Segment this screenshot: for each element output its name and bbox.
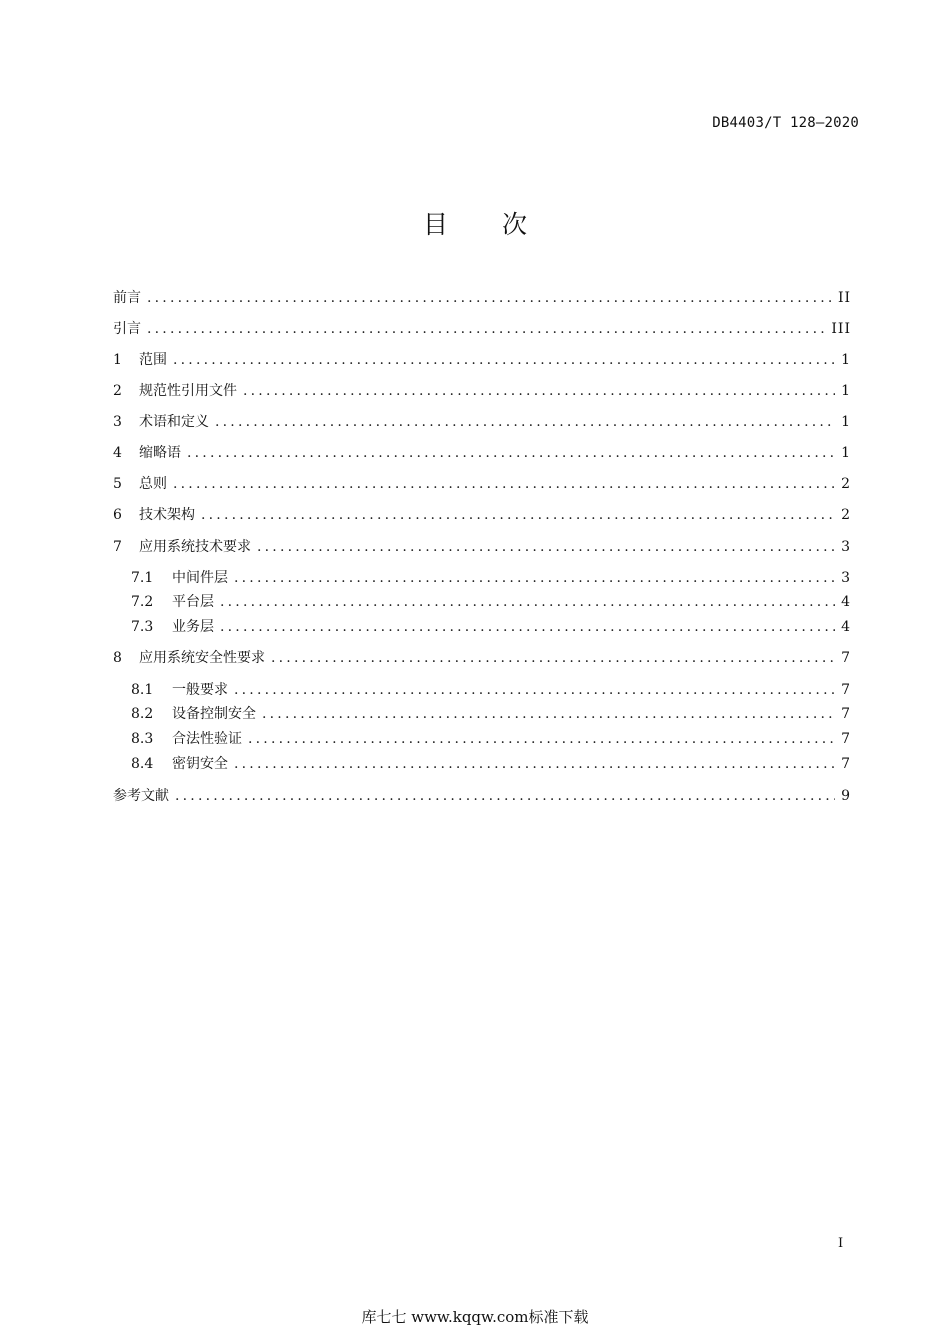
toc-entry-number: 3 xyxy=(113,414,122,430)
toc-entry-page: 1 xyxy=(841,414,851,430)
toc-leader-dots xyxy=(215,412,835,432)
toc-entry-number: 7.1 xyxy=(131,570,154,586)
toc-entry-page: 7 xyxy=(841,682,851,698)
toc-entry-1[interactable] xyxy=(113,350,851,370)
toc-entry-number: 1 xyxy=(113,352,122,368)
toc-entry-label: 应用系统技术要求 xyxy=(139,539,251,555)
toc-entry-label: 参考文献 xyxy=(113,788,169,804)
toc-entry-7-2[interactable] xyxy=(131,592,851,612)
toc-leader-dots xyxy=(234,754,835,774)
toc-entry-number: 6 xyxy=(113,507,122,523)
footer-watermark: 库七七 www.kqqw.com标准下载 xyxy=(361,1308,589,1326)
toc-entry-number: 8 xyxy=(113,650,122,666)
toc-entry-7[interactable] xyxy=(113,537,851,557)
toc-entry-introduction[interactable] xyxy=(113,319,851,339)
document-id: DB4403/T 128—2020 xyxy=(712,115,859,131)
toc-entry-label: 合法性验证 xyxy=(172,731,242,747)
toc-leader-dots xyxy=(175,786,835,806)
toc-entry-label: 密钥安全 xyxy=(172,756,228,772)
toc-entry-6[interactable] xyxy=(113,505,851,525)
toc-entry-label: 规范性引用文件 xyxy=(139,383,237,399)
toc-entry-label: 中间件层 xyxy=(172,570,228,586)
toc-entry-preface[interactable] xyxy=(113,288,851,308)
toc-entry-number: 7.2 xyxy=(131,594,154,610)
toc-entry-page: 3 xyxy=(841,539,851,555)
toc-entry-number: 5 xyxy=(113,476,122,492)
toc-entry-8-1[interactable] xyxy=(131,680,851,700)
toc-entry-2[interactable] xyxy=(113,381,851,401)
toc-title-char-2: 次 xyxy=(502,210,528,239)
toc-entry-page: 7 xyxy=(841,706,851,722)
toc-entry-number: 7 xyxy=(113,539,122,555)
toc-entry-label: 缩略语 xyxy=(139,445,181,461)
toc-entry-number: 8.4 xyxy=(131,756,154,772)
toc-entry-number: 8.3 xyxy=(131,731,154,747)
toc-leader-dots xyxy=(271,648,835,668)
toc-entry-label: 范围 xyxy=(139,352,167,368)
toc-entry-page: 7 xyxy=(841,756,851,772)
toc-entry-page: 9 xyxy=(841,788,851,804)
toc-entry-page: III xyxy=(831,321,851,337)
toc-entry-page: 1 xyxy=(841,445,851,461)
toc-entry-8-4[interactable] xyxy=(131,754,851,774)
toc-entry-label: 一般要求 xyxy=(172,682,228,698)
toc-entry-label: 引言 xyxy=(113,321,141,337)
toc-entry-number: 4 xyxy=(113,445,122,461)
toc-leader-dots xyxy=(173,474,835,494)
toc-leader-dots xyxy=(234,680,835,700)
toc-entry-8-3[interactable] xyxy=(131,729,851,749)
toc-leader-dots xyxy=(147,319,825,339)
toc-entry-number: 7.3 xyxy=(131,619,154,635)
toc-title xyxy=(0,205,950,241)
toc-entry-number: 8.1 xyxy=(131,682,154,698)
toc-leader-dots xyxy=(220,617,835,637)
toc-entry-page: 7 xyxy=(841,650,851,666)
toc-entry-7-3[interactable] xyxy=(131,617,851,637)
toc-entry-page: 1 xyxy=(841,352,851,368)
toc-leader-dots xyxy=(173,350,835,370)
toc-entry-number: 8.2 xyxy=(131,706,154,722)
toc-entry-label: 总则 xyxy=(139,476,167,492)
toc-entry-page: II xyxy=(837,290,851,306)
toc-leader-dots xyxy=(201,505,835,525)
toc-entry-page: 4 xyxy=(841,594,851,610)
toc-entry-7-1[interactable] xyxy=(131,568,851,588)
toc-entry-page: 3 xyxy=(841,570,851,586)
toc-entry-3[interactable] xyxy=(113,412,851,432)
toc-entry-label: 术语和定义 xyxy=(139,414,209,430)
toc-entry-page: 1 xyxy=(841,383,851,399)
toc-entry-label: 设备控制安全 xyxy=(172,706,256,722)
toc-entry-bibliography[interactable] xyxy=(113,786,851,806)
toc-entry-label: 前言 xyxy=(113,290,141,306)
toc-entry-label: 技术架构 xyxy=(139,507,195,523)
toc-leader-dots xyxy=(262,704,835,724)
page-number: I xyxy=(838,1236,844,1251)
toc-entry-page: 4 xyxy=(841,619,851,635)
toc-leader-dots xyxy=(234,568,835,588)
toc-entry-page: 2 xyxy=(841,476,851,492)
toc-leader-dots xyxy=(220,592,835,612)
toc-leader-dots xyxy=(187,443,835,463)
toc-leader-dots xyxy=(257,537,835,557)
toc-entry-label: 业务层 xyxy=(172,619,214,635)
toc-entry-8-2[interactable] xyxy=(131,704,851,724)
toc-leader-dots xyxy=(147,288,832,308)
toc-leader-dots xyxy=(243,381,835,401)
toc-entry-page: 2 xyxy=(841,507,851,523)
toc-entry-5[interactable] xyxy=(113,474,851,494)
toc-entry-label: 平台层 xyxy=(172,594,214,610)
toc-entry-4[interactable] xyxy=(113,443,851,463)
toc-title-char-1: 目 xyxy=(422,210,448,239)
toc-entry-8[interactable] xyxy=(113,648,851,668)
toc-leader-dots xyxy=(248,729,835,749)
toc-entry-label: 应用系统安全性要求 xyxy=(139,650,265,666)
toc-entry-number: 2 xyxy=(113,383,122,399)
toc-entry-page: 7 xyxy=(841,731,851,747)
